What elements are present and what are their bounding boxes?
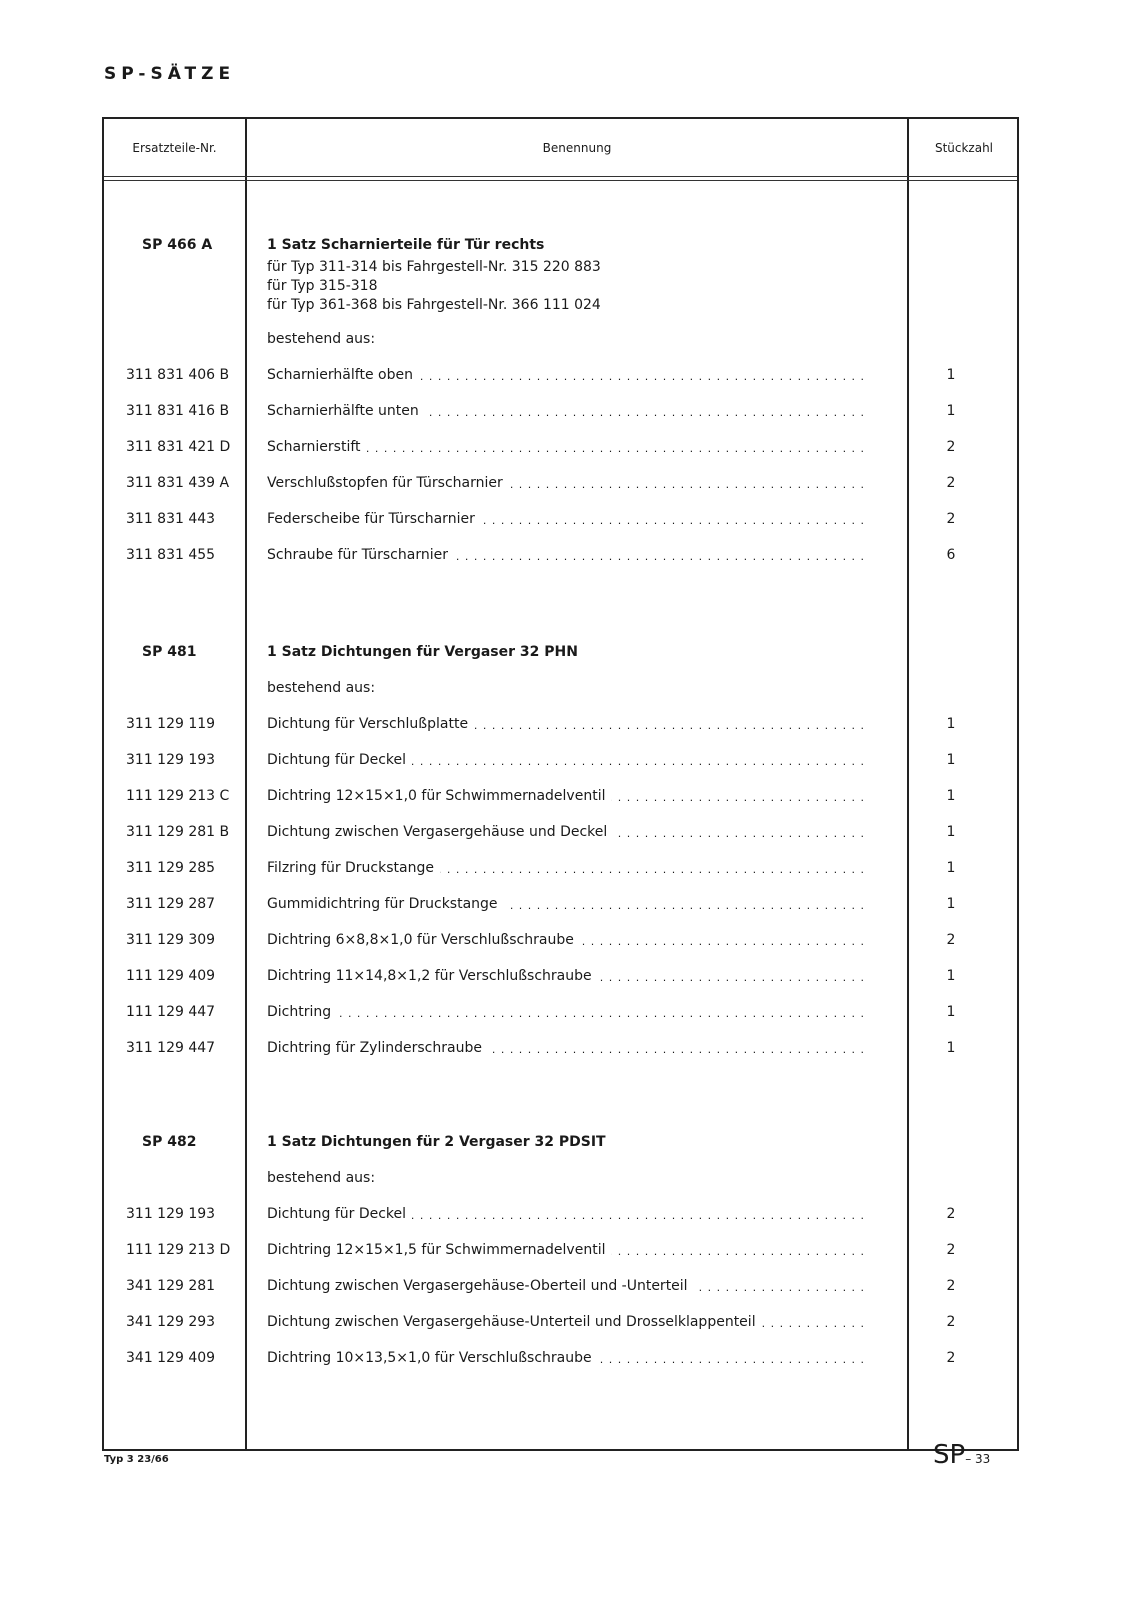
table-row <box>104 824 1017 860</box>
table-row <box>104 439 1017 475</box>
part-number: 111 129 409 <box>126 968 216 984</box>
set-title-row <box>104 1134 1017 1170</box>
part-quantity: 1 <box>946 896 956 912</box>
part-quantity: 1 <box>946 968 956 984</box>
part-quantity: 1 <box>946 824 956 840</box>
table-row <box>104 752 1017 788</box>
consisting-row <box>104 680 1017 716</box>
type-applicability <box>267 258 601 315</box>
part-number: 311 129 281 B <box>126 824 230 840</box>
part-quantity: 2 <box>946 439 956 455</box>
part-name: Dichtung zwischen Vergasergehäuse und Deckel . . . <box>267 824 867 840</box>
part-quantity: 1 <box>946 752 956 768</box>
header-rule <box>104 180 1017 181</box>
part-number: 341 129 281 <box>126 1278 216 1294</box>
part-number: 311 129 309 <box>126 932 216 948</box>
part-number: 311 831 406 B <box>126 367 230 383</box>
part-name: Dichtring 12×15×1,5 für Schwimmernadelventil . . . <box>267 1242 867 1258</box>
part-number: 111 129 213 D <box>126 1242 231 1258</box>
footer-edition: Typ 3 23/66 <box>104 1454 169 1465</box>
part-name: Dichtring . . . <box>267 1004 867 1020</box>
set-code: SP 481 <box>142 644 197 660</box>
part-name: Dichtring 6×8,8×1,0 für Verschlußschraube . . . <box>267 932 867 948</box>
part-quantity: 1 <box>946 1040 956 1056</box>
part-number: 311 831 439 A <box>126 475 230 491</box>
table-row <box>104 1004 1017 1040</box>
consisting-row <box>104 331 1017 367</box>
set-title-row <box>104 644 1017 680</box>
header-rule <box>104 176 1017 177</box>
part-number: 311 129 285 <box>126 860 216 876</box>
part-name: Dichtung zwischen Vergasergehäuse-Unterteil und Drosselklappenteil . . . <box>267 1314 867 1330</box>
part-name: Dichtring 11×14,8×1,2 für Verschlußschraube . . . <box>267 968 867 984</box>
table-row <box>104 716 1017 752</box>
part-quantity: 2 <box>946 1242 956 1258</box>
set-title: 1 Satz Dichtungen für 2 Vergaser 32 PDSIT <box>267 1134 606 1150</box>
page-number: SP– 33 <box>933 1440 991 1470</box>
consisting-label: bestehend aus: <box>267 1170 376 1186</box>
part-name: Schraube für Türscharnier . . . <box>267 547 867 563</box>
part-name: Scharnierhälfte unten . . . <box>267 403 867 419</box>
part-number: 111 129 447 <box>126 1004 216 1020</box>
header-quantity: Stückzahl <box>934 141 994 155</box>
table-row <box>104 475 1017 511</box>
set-title: 1 Satz Scharnierteile für Tür rechts <box>267 237 545 253</box>
part-name: Federscheibe für Türscharnier . . . <box>267 511 867 527</box>
part-name: Verschlußstopfen für Türscharnier . . . <box>267 475 867 491</box>
part-quantity: 2 <box>946 1206 956 1222</box>
table-row <box>104 932 1017 968</box>
part-name: Scharnierhälfte oben . . . <box>267 367 867 383</box>
part-quantity: 2 <box>946 1314 956 1330</box>
table-row <box>104 788 1017 824</box>
part-number: 311 129 119 <box>126 716 216 732</box>
set-section-sp482 <box>104 1134 1017 1386</box>
part-quantity: 1 <box>946 367 956 383</box>
set-section-sp481 <box>104 644 1017 1076</box>
table-row <box>104 547 1017 583</box>
header-part-number: Ersatzteile-Nr. <box>132 141 217 155</box>
set-section-sp466a <box>104 237 1017 563</box>
part-name: Dichtring 12×15×1,0 für Schwimmernadelventil . . . <box>267 788 867 804</box>
part-name: Dichtung für Deckel . . . <box>267 1206 867 1222</box>
part-name: Gummidichtring für Druckstange . . . <box>267 896 867 912</box>
part-name: Scharnierstift . . . <box>267 439 867 455</box>
part-number: 311 129 193 <box>126 1206 216 1222</box>
type-line: für Typ 311-314 bis Fahrgestell-Nr. 315 220 883 <box>267 259 601 275</box>
table-row <box>104 896 1017 932</box>
table-row <box>104 511 1017 547</box>
part-name: Dichtung für Deckel . . . <box>267 752 867 768</box>
type-line: für Typ 315-318 <box>267 278 378 294</box>
table-row <box>104 367 1017 403</box>
part-name: Dichtring 10×13,5×1,0 für Verschlußschraube . . . <box>267 1350 867 1366</box>
part-number: 341 129 409 <box>126 1350 216 1366</box>
part-number: 311 831 416 B <box>126 403 230 419</box>
part-quantity: 2 <box>946 1350 956 1366</box>
consisting-row <box>104 1170 1017 1206</box>
part-quantity: 1 <box>946 403 956 419</box>
consisting-label: bestehend aus: <box>267 331 376 347</box>
parts-table <box>102 117 1019 1451</box>
table-row <box>104 968 1017 1004</box>
set-title: 1 Satz Dichtungen für Vergaser 32 PHN <box>267 644 578 660</box>
table-row <box>104 1206 1017 1242</box>
part-name: Dichtring für Zylinderschraube . . . <box>267 1040 867 1056</box>
part-number: 311 129 287 <box>126 896 216 912</box>
part-quantity: 1 <box>946 1004 956 1020</box>
set-code: SP 466 A <box>142 237 213 253</box>
table-row <box>104 1278 1017 1314</box>
set-title-row <box>104 237 1017 257</box>
table-row <box>104 1350 1017 1386</box>
page-title: SP-SÄTZE <box>104 64 236 84</box>
set-code: SP 482 <box>142 1134 197 1150</box>
table-row <box>104 1242 1017 1278</box>
type-line: für Typ 361-368 bis Fahrgestell-Nr. 366 111 024 <box>267 297 601 313</box>
part-quantity: 2 <box>946 475 956 491</box>
part-quantity: 1 <box>946 860 956 876</box>
table-row <box>104 860 1017 896</box>
part-quantity: 6 <box>946 547 956 563</box>
part-number: 111 129 213 C <box>126 788 230 804</box>
table-row <box>104 1314 1017 1350</box>
consisting-label: bestehend aus: <box>267 680 376 696</box>
part-quantity: 2 <box>946 511 956 527</box>
table-row <box>104 403 1017 439</box>
part-number: 311 831 443 <box>126 511 216 527</box>
part-name: Dichtung zwischen Vergasergehäuse-Oberteil und -Unterteil . . . <box>267 1278 867 1294</box>
part-number: 311 831 421 D <box>126 439 231 455</box>
part-number: 341 129 293 <box>126 1314 216 1330</box>
part-quantity: 2 <box>946 1278 956 1294</box>
part-number: 311 129 447 <box>126 1040 216 1056</box>
part-quantity: 1 <box>946 716 956 732</box>
header-description: Benennung <box>542 141 612 155</box>
part-quantity: 1 <box>946 788 956 804</box>
table-row <box>104 1040 1017 1076</box>
part-quantity: 2 <box>946 932 956 948</box>
part-number: 311 129 193 <box>126 752 216 768</box>
part-number: 311 831 455 <box>126 547 216 563</box>
part-name: Filzring für Druckstange . . . <box>267 860 867 876</box>
part-name: Dichtung für Verschlußplatte . . . <box>267 716 867 732</box>
